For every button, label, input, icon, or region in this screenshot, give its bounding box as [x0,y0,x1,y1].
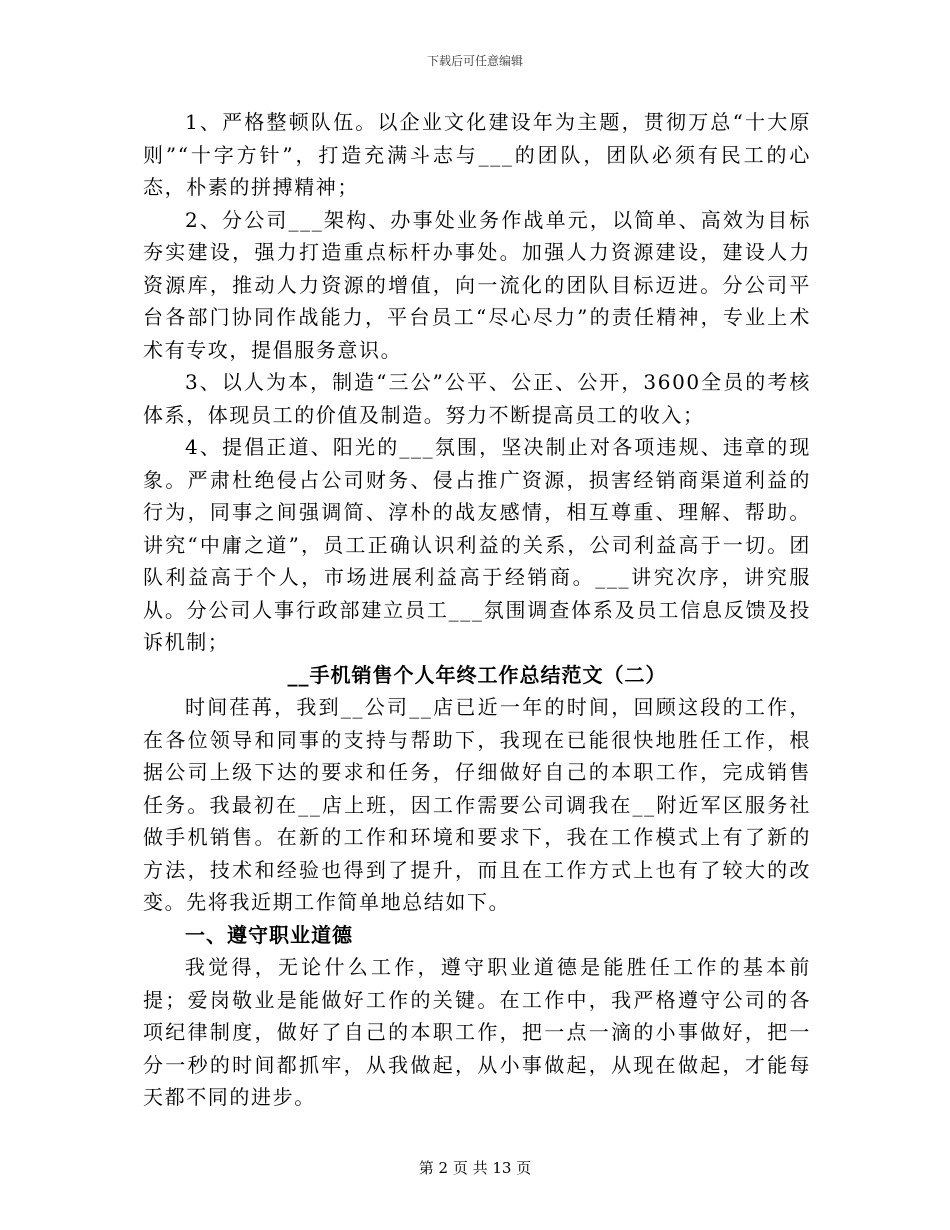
paragraph-4: 4、提倡正道、阳光的___氛围，坚决制止对各项违规、违章的现象。严肃杜绝侵占公司财务、侵占推广资源，损害经销商渠道利益的行为，同事之间强调简、淳朴的战友感情，相互尊重、理解、帮助。讲究“中庸之道”，员工正确认识利益的关系，公司利益高于一切。团队利益高于个人，市场进展利益高于经销商。___讲究次序，讲究服从。分公司人事行政部建立员工___氛围调查体系及员工信息反馈及投诉机制； [143,435,811,654]
page-header: 下载后可任意编辑 [426,54,523,68]
paragraph-1: 1、严格整顿队伍。以企业文化建设年为主题，贯彻万总“十大原则”“十字方针”，打造充满斗志与___的团队，团队必须有民工的心态，朴素的拼搏精神； [143,110,811,199]
section-title: __手机销售个人年终工作总结范文（二） [287,662,667,687]
paragraph-5: 时间荏苒，我到__公司__店已近一年的时间，回顾这段的工作，在各位领导和同事的支持与帮助下，我现在已能很快地胜任工作，根据公司上级下达的要求和任务，仔细做好自己的本职工作，完成销售任务。我最初在__店上班，因工作需要公司调我在__附近军区服务社做手机销售。在新的工作和环境和要求下，我在工作模式上有了新的方法，技术和经验也得到了提升，而且在工作方式上也有了较大的改变。先将我近期工作简单地总结如下。 [143,695,811,914]
document-body [143,106,811,1114]
paragraph-6: 我觉得，无论什么工作，遵守职业道德是能胜任工作的基本前提；爱岗敬业是能做好工作的关键。在工作中，我严格遵守公司的各项纪律制度，做好了自己的本职工作，把一点一滴的小事做好，把一分一秒的时间都抓牢，从我做起，从小事做起，从现在做起，才能每天都不同的进步。 [143,955,811,1109]
paragraph-2: 2、分公司___架构、办事处业务作战单元，以简单、高效为目标夯实建设，强力打造重点标杆办事处。加强人力资源建设，建设人力资源库，推动人力资源的增值，向一流化的团队目标迈进。分公司平台各部门协同作战能力，平台员工“尽心尽力”的责任精神，专业上术术有专攻，提倡服务意识。 [143,207,811,362]
page-footer: 第 2 页 共 13 页 [418,1159,532,1177]
subheading: 一、遵守职业道德 [185,922,353,947]
paragraph-3: 3、以人为本，制造“三公”公平、公正、公开，3600全员的考核体系，体现员工的价值及制造。努力不断提高员工的收入； [143,370,811,427]
